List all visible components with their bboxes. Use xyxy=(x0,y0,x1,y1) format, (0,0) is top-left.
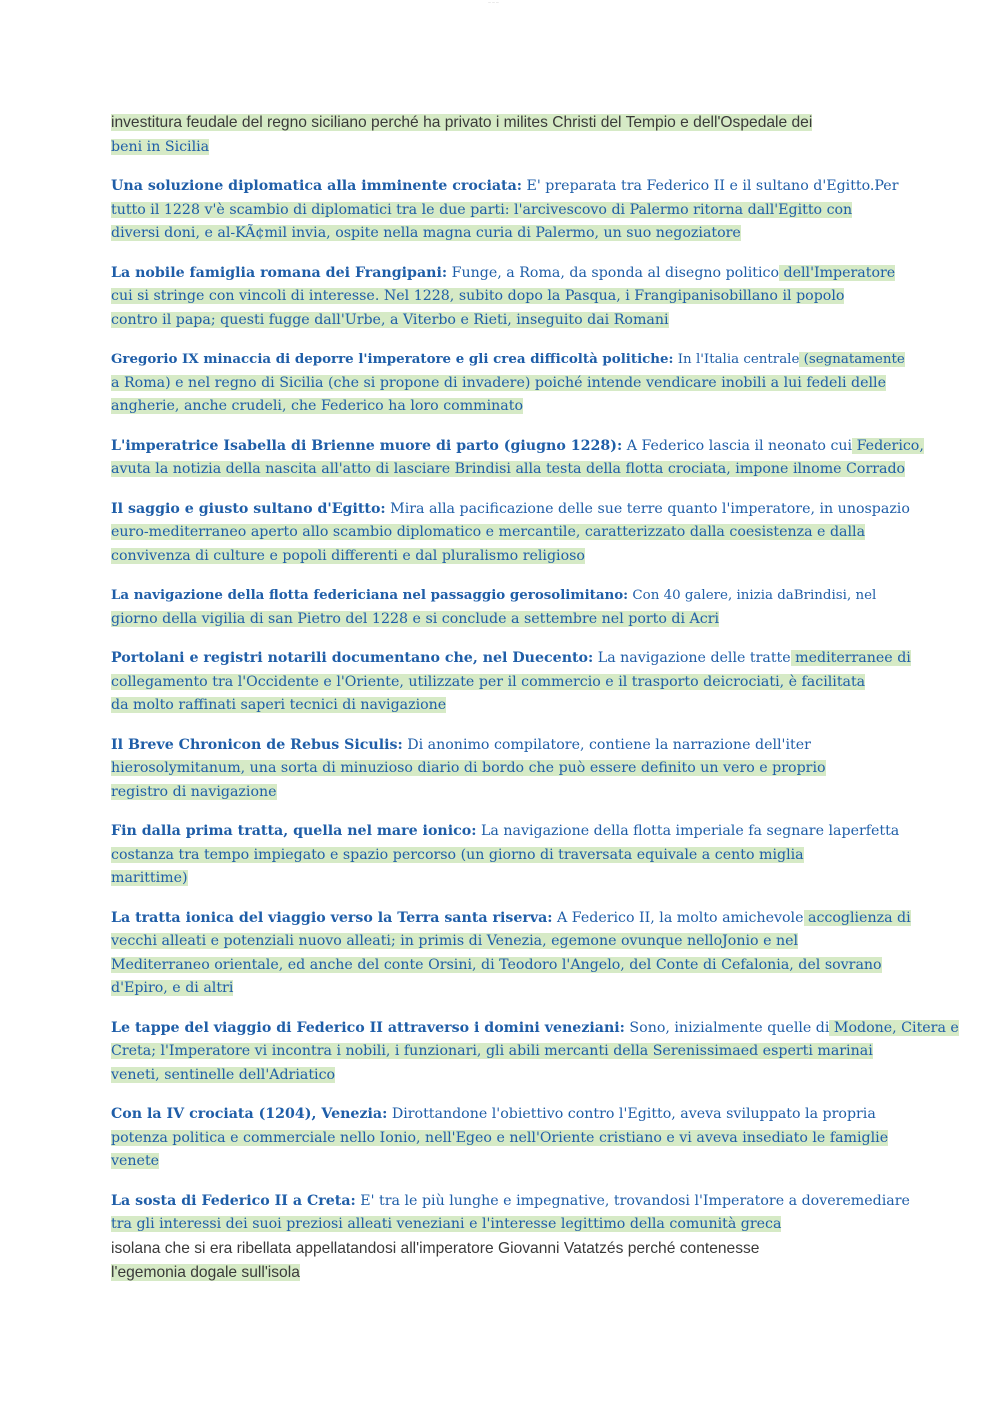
paragraph-13-line-3: isolana che si era ribellata appellatandosi all'imperatore Giovanni Vatatzés perché contenesse xyxy=(111,1239,760,1257)
paragraph-12-line-3: venete xyxy=(111,1153,160,1169)
paragraph-2 xyxy=(111,262,896,333)
paragraph-11-title: Le tappe del viaggio di Federico II attraverso i domini veneziani: xyxy=(111,1019,625,1036)
paragraph-12-line-1: Dirottandone l'obiettivo contro l'Egitto, aveva sviluppato la propria xyxy=(387,1106,876,1122)
paragraph-6-title: La navigazione della flotta federiciana nel passaggio gerosolimitano: xyxy=(111,587,629,603)
paragraph-10-line-1b: accoglienza di xyxy=(803,909,911,926)
paragraph-3-line-2: a Roma) e nel regno di Sicilia (che si propone di invadere) poiché intende vendicare inobili a lui fedeli delle xyxy=(111,374,886,391)
paragraph-10-line-1a: A Federico II, la molto amichevole xyxy=(552,909,804,926)
intro-line-1: investitura feudale del regno siciliano perché ha privato i milites Christi del Tempio e dell'Ospedale dei xyxy=(111,114,813,131)
paragraph-5-line-2a: euro-mediterraneo aperto allo scambio diplomatico e mercantile, caratterizzato dalla xyxy=(111,524,725,540)
paragraph-7-title: Portolani e registri notarili documentano che, nel Duecento: xyxy=(111,650,594,666)
paragraph-9 xyxy=(111,820,900,891)
paragraph-6-line-2: giorno della vigilia di san Pietro del 1228 e si conclude a settembre nel porto di Acri xyxy=(111,610,720,627)
paragraph-1 xyxy=(111,175,899,246)
paragraph-4-line-1a: A Federico lascia il neonato cui xyxy=(622,437,853,454)
paragraph-12-line-2a: potenza politica e commerciale nello Ionio, nell'Egeo e nell'Oriente cristiano e vi aveva insediato le xyxy=(111,1129,826,1146)
paragraph-3-line-1a: In l'Italia centrale xyxy=(673,352,800,367)
paragraph-10-line-2: vecchi alleati e potenziali nuovo alleati; in primis di Venezia, egemone ovunque nelloJonio e nel xyxy=(111,933,799,949)
paragraph-8 xyxy=(111,734,891,805)
paragraph-12 xyxy=(111,1103,891,1174)
paragraph-8-line-1: Di anonimo compilatore, contiene la narrazione dell'iter xyxy=(402,736,811,753)
paragraph-9-line-1: La navigazione della flotta imperiale fa segnare laperfetta xyxy=(476,823,900,839)
paragraph-13-line-4: l'egemonia dogale sull'isola xyxy=(111,1264,300,1281)
paragraph-11-line-1b: Modone, Citera e xyxy=(829,1019,959,1036)
paragraph-1-line-2a: tutto il 1228 v'è scambio di diplomatici tra le due parti: l'arcivescovo di Palermo ritorna dall'Egitto xyxy=(111,201,823,218)
paragraph-13-title: La sosta di Federico II a Creta: xyxy=(111,1192,356,1209)
paragraph-10-line-3b: Cefalonia, del sovrano xyxy=(716,956,882,973)
paragraph-1-line-1: E' preparata tra Federico II e il sultano d'Egitto.Per xyxy=(522,178,899,194)
paragraph-8-line-3: registro di navigazione xyxy=(111,783,277,800)
paragraph-5-line-3: convivenza di culture e popoli differenti e dal pluralismo religioso xyxy=(111,547,585,564)
paragraph-11 xyxy=(111,1017,959,1088)
paragraph-5 xyxy=(111,498,910,569)
paragraph-3-line-1b: (segnatamente xyxy=(799,352,905,367)
paragraph-2-line-1b: dell'Imperatore xyxy=(779,264,896,281)
paragraph-10-title: La tratta ionica del viaggio verso la Terra santa riserva: xyxy=(111,909,553,926)
paragraph-7-line-3: da molto raffinati saperi tecnici di navigazione xyxy=(111,697,447,713)
paragraph-9-line-2b: miglia xyxy=(754,846,804,863)
paragraph-11-line-2: Creta; l'Imperatore vi incontra i nobili, i funzionari, gli abili mercanti della Serenissimaed esperti marinai xyxy=(111,1043,873,1059)
paragraph-7-line-2: collegamento tra l'Occidente e l'Oriente, utilizzate per il commercio e il trasporto deicrociati, è facilitata xyxy=(111,673,866,690)
paragraph-12-title: Con la IV crociata (1204), Venezia: xyxy=(111,1106,388,1122)
document-body xyxy=(111,111,959,1286)
paragraph-9-line-2a: costanza tra tempo impiegato e spazio percorso (un giorno di traversata equivale a cento xyxy=(111,846,755,863)
paragraph-10 xyxy=(111,907,911,1001)
paragraph-5-line-2b: coesistenza e dalla xyxy=(724,524,866,540)
paragraph-4-line-1b: Federico, xyxy=(852,437,924,454)
paragraph-4 xyxy=(111,435,924,482)
paragraph-4-title: L'imperatrice Isabella di Brienne muore di parto (giugno 1228): xyxy=(111,437,623,454)
paragraph-2-line-3: contro il papa; questi fugge dall'Urbe, a Viterbo e Rieti, inseguito dai Romani xyxy=(111,311,669,328)
paragraph-3 xyxy=(111,348,905,419)
paragraph-1-line-3: diversi doni, e al-KÃ¢mil invia, ospite nella magna curia di Palermo, un suo negoziatore xyxy=(111,225,741,241)
header-mark: — — — xyxy=(488,0,499,4)
paragraph-10-line-4: d'Epiro, e di altri xyxy=(111,980,234,996)
paragraph-5-title: Il saggio e giusto sultano d'Egitto: xyxy=(111,500,386,517)
paragraph-8-line-2: hierosolymitanum, una sorta di minuzioso diario di bordo che può essere definito un vero e proprio xyxy=(111,760,826,776)
paragraph-3-title: Gregorio IX minaccia di deporre l'imperatore e gli crea difficoltà politiche: xyxy=(111,351,674,367)
paragraph-1-line-2b: con xyxy=(822,201,853,218)
intro-line-2: beni in Sicilia xyxy=(111,138,210,155)
paragraph-9-title: Fin dalla prima tratta, quella nel mare ionico: xyxy=(111,823,477,839)
paragraph-8-title: Il Breve Chronicon de Rebus Siculis: xyxy=(111,736,403,753)
paragraph-13-line-2: tra gli interessi dei suoi preziosi alleati veneziani e l'interesse legittimo della comunità greca xyxy=(111,1216,782,1232)
paragraph-3-line-3: angherie, anche crudeli, che Federico ha loro comminato xyxy=(111,398,524,414)
paragraph-4-line-2: avuta la notizia della nascita all'atto di lasciare Brindisi alla testa della flotta crociata, impone ilnome Corrado xyxy=(111,461,906,477)
paragraph-7-line-1a: La navigazione delle tratte xyxy=(593,650,791,666)
paragraph-2-line-1a: Funge, a Roma, da sponda al disegno politico xyxy=(447,264,780,281)
paragraph-13 xyxy=(111,1190,910,1286)
paragraph-9-line-3: marittime) xyxy=(111,870,188,886)
paragraph-2-line-2: cui si stringe con vincoli di interesse. Nel 1228, subito dopo la Pasqua, i Frangipanisobillano il popolo xyxy=(111,288,845,304)
intro-paragraph xyxy=(111,111,891,159)
paragraph-6 xyxy=(111,584,891,631)
paragraph-5-line-1: Mira alla pacificazione delle sue terre quanto l'imperatore, in unospazio xyxy=(385,500,910,517)
paragraph-11-line-1a: Sono, inizialmente quelle di xyxy=(624,1019,830,1036)
paragraph-11-line-3: veneti, sentinelle dell'Adriatico xyxy=(111,1066,336,1083)
paragraph-7-line-1b: mediterranee di xyxy=(790,650,911,666)
paragraph-10-line-3a: Mediterraneo orientale, ed anche del conte Orsini, di Teodoro l'Angelo, del Conte di xyxy=(111,956,717,973)
paragraph-2-title: La nobile famiglia romana dei Frangipani: xyxy=(111,264,448,281)
paragraph-13-line-1: E' tra le più lunghe e impegnative, trovandosi l'Imperatore a doveremediare xyxy=(355,1192,910,1209)
paragraph-7 xyxy=(111,647,911,718)
paragraph-12-line-2b: famiglie xyxy=(825,1129,889,1146)
paragraph-1-title: Una soluzione diplomatica alla imminente crociata: xyxy=(111,178,523,194)
paragraph-6-line-1: Con 40 galere, inizia daBrindisi, nel xyxy=(628,588,877,603)
